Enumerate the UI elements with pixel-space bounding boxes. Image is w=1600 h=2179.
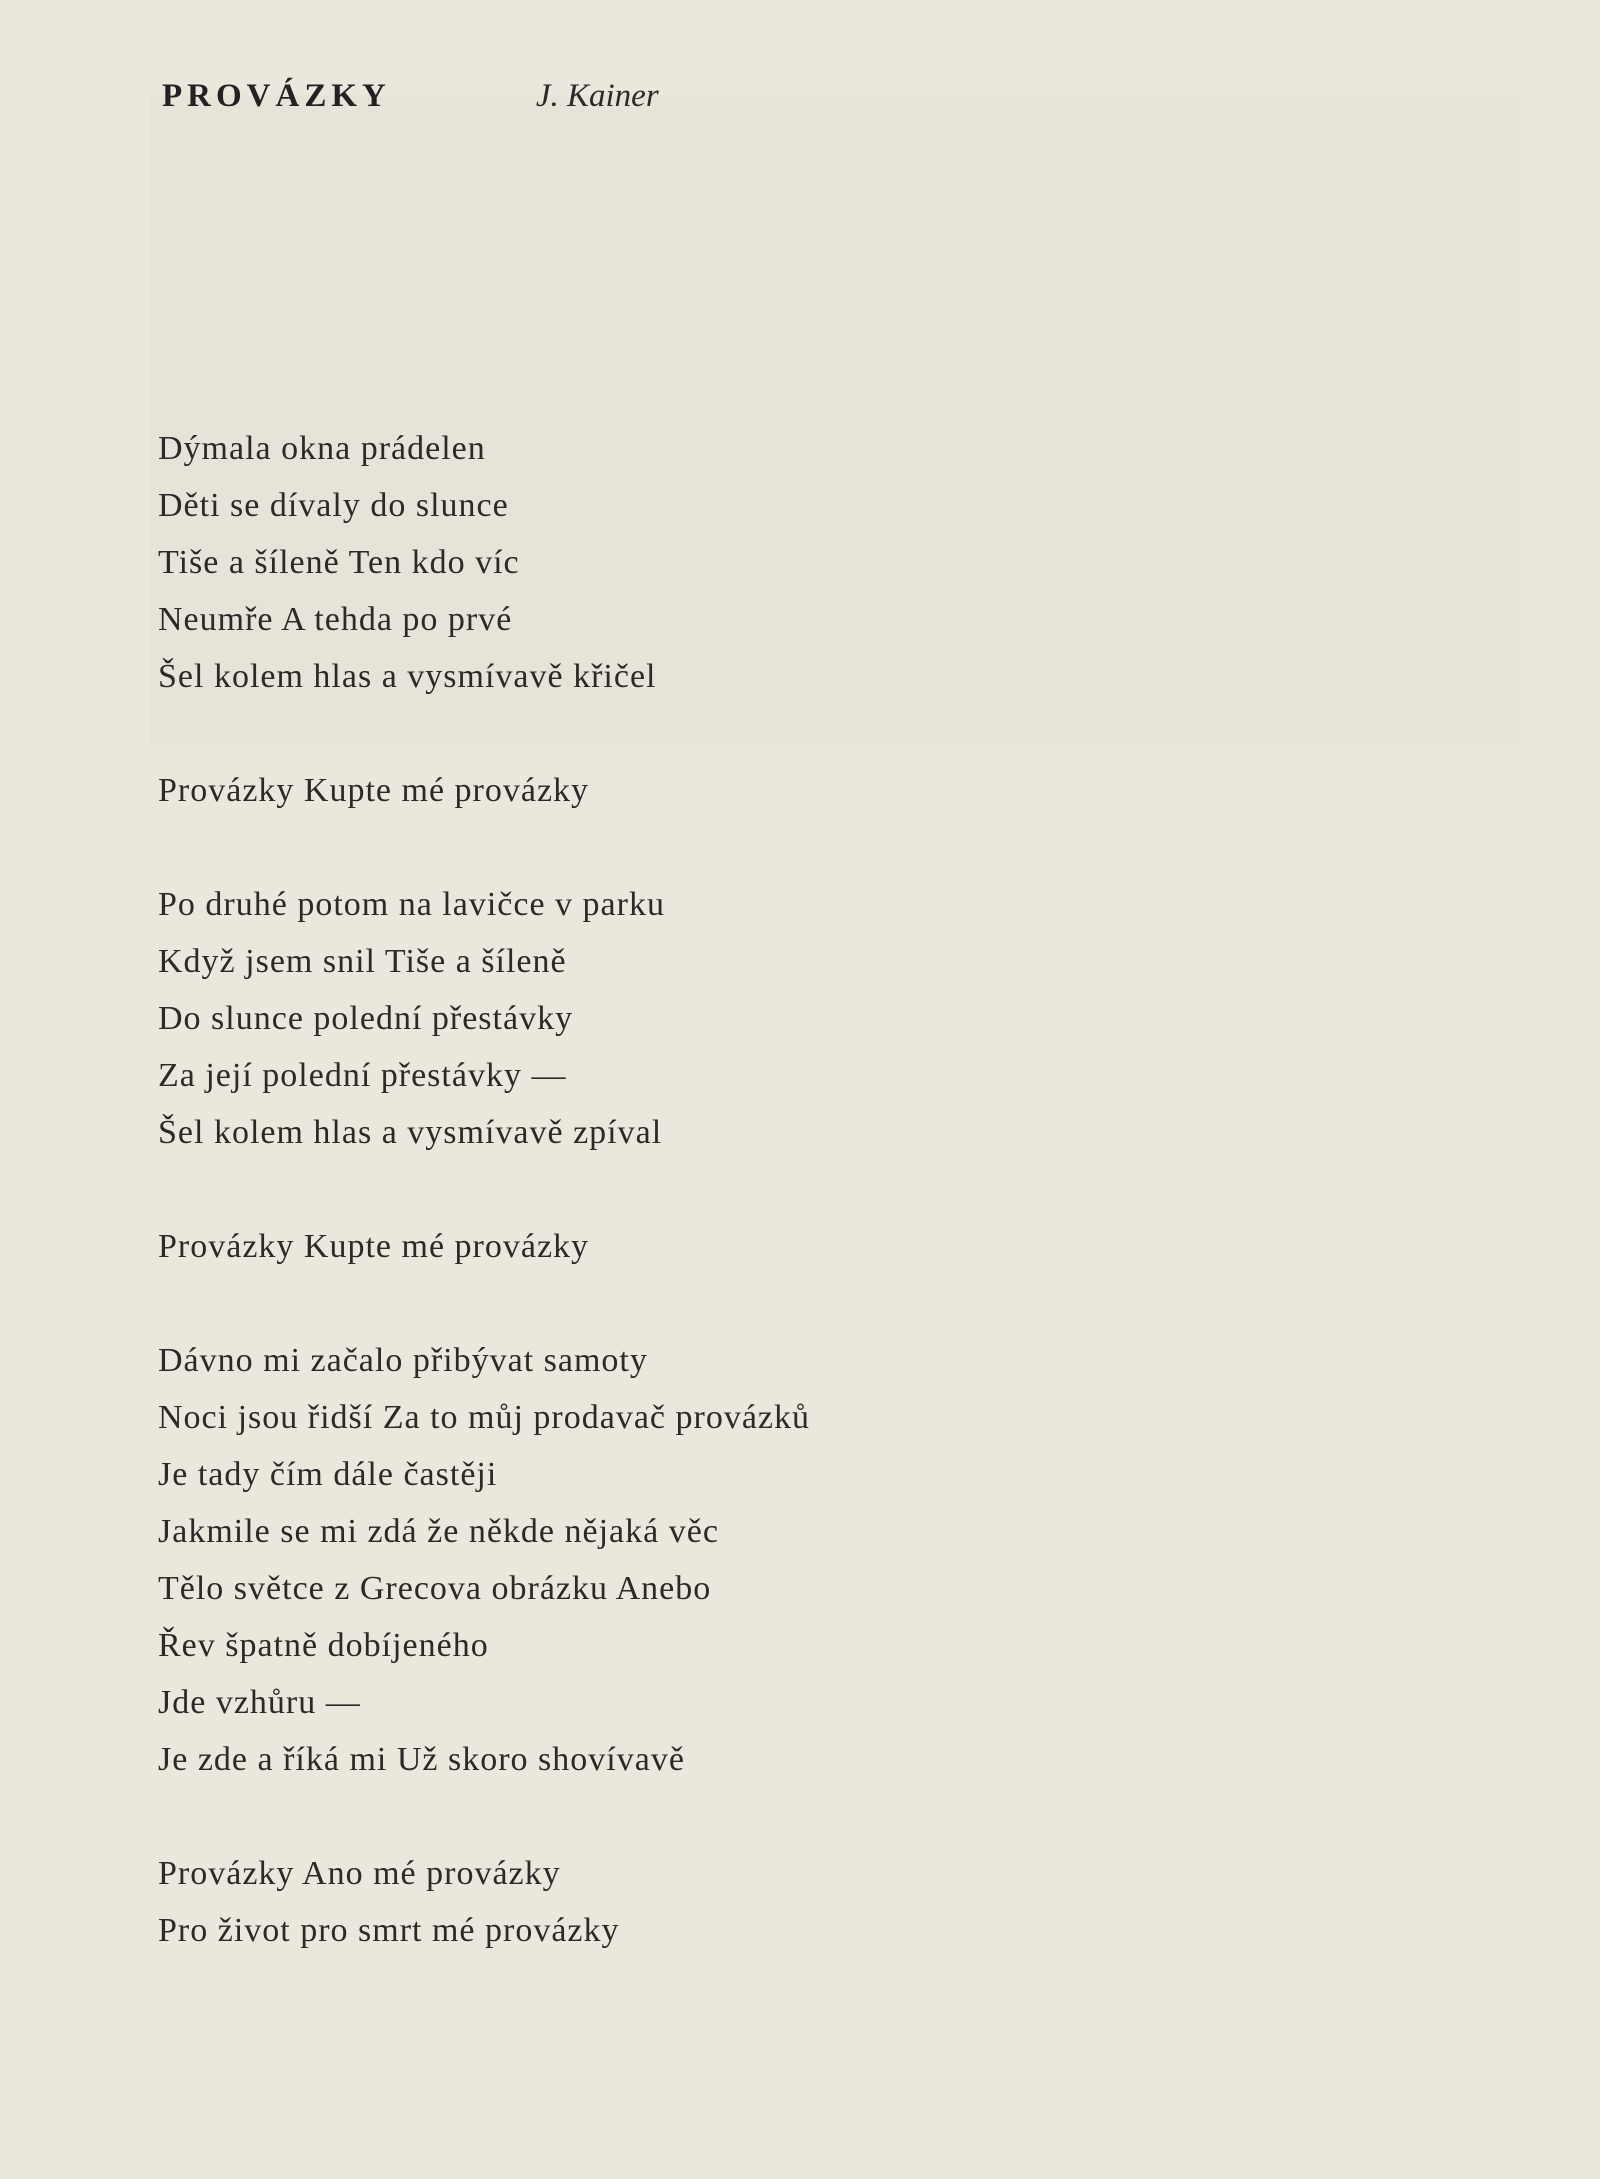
poem-line: Dávno mi začalo přibývat samoty xyxy=(158,1342,648,1379)
poem-line: Šel kolem hlas a vysmívavě křičel xyxy=(158,658,657,695)
poem-line: Je zde a říká mi Už skoro shovívavě xyxy=(158,1741,685,1778)
poem-line: Provázky Kupte mé provázky xyxy=(158,1228,590,1265)
stanza-gap xyxy=(158,705,810,762)
stanza-gap xyxy=(158,1161,810,1218)
refrain xyxy=(158,1218,810,1275)
stanza-gap xyxy=(158,819,810,876)
poem-title: PROVÁZKY xyxy=(162,78,391,114)
refrain xyxy=(158,762,810,819)
author-name: J. Kainer xyxy=(535,78,659,114)
stanza xyxy=(158,420,810,705)
poem-line: Jde vzhůru — xyxy=(158,1684,361,1721)
poem-line: Tiše a šíleně Ten kdo víc xyxy=(158,544,520,581)
poem-line: Když jsem snil Tiše a šíleně xyxy=(158,943,567,980)
poem-line: Řev špatně dobíjeného xyxy=(158,1627,489,1664)
poem-line: Neumře A tehda po prvé xyxy=(158,601,513,638)
poem-line: Provázky Kupte mé provázky xyxy=(158,772,590,809)
poem-line: Je tady čím dále častěji xyxy=(158,1456,498,1493)
stanza-gap xyxy=(158,1275,810,1332)
poem-line: Za její polední přestávky — xyxy=(158,1057,567,1094)
closing-refrain xyxy=(158,1845,810,1959)
poem-body xyxy=(158,420,810,1959)
poem-line: Provázky Ano mé provázky xyxy=(158,1855,561,1892)
poem-line: Pro život pro smrt mé provázky xyxy=(158,1912,620,1949)
poem-line: Do slunce polední přestávky xyxy=(158,1000,574,1037)
header xyxy=(162,78,659,128)
poem-line: Po druhé potom na lavičce v parku xyxy=(158,886,665,923)
stanza xyxy=(158,1332,810,1788)
poem-line: Noci jsou řidší Za to můj prodavač provázků xyxy=(158,1399,811,1436)
stanza-gap xyxy=(158,1788,810,1845)
poem-line: Jakmile se mi zdá že někde nějaká věc xyxy=(158,1513,719,1550)
poem-line: Tělo světce z Grecova obrázku Anebo xyxy=(158,1570,712,1607)
stanza xyxy=(158,876,810,1161)
poem-line: Dýmala okna prádelen xyxy=(158,430,486,467)
poem-line: Šel kolem hlas a vysmívavě zpíval xyxy=(158,1114,663,1151)
poem-line: Děti se dívaly do slunce xyxy=(158,487,509,524)
